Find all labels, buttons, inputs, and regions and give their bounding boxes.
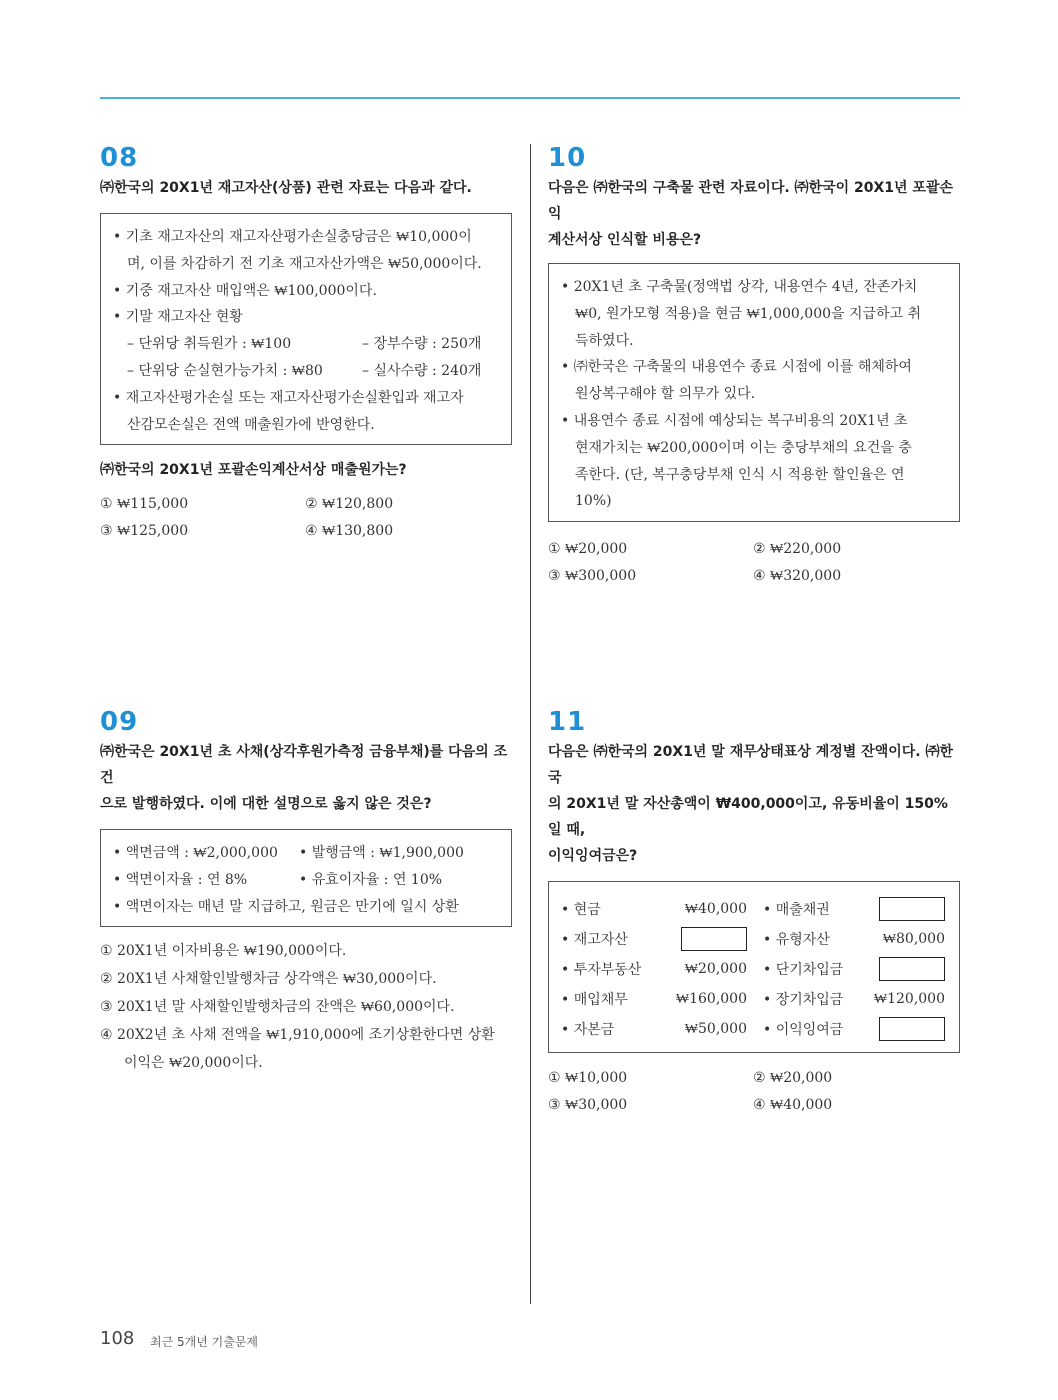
box-line: 10%) <box>575 493 612 510</box>
question-08 <box>100 143 512 545</box>
box-line: • 기말 재고자산 현황 <box>113 309 243 326</box>
account-label: • 매입채무 <box>561 992 628 1008</box>
box-sub-row <box>113 358 501 385</box>
table-row <box>561 984 945 1014</box>
question-number: 08 <box>100 143 139 173</box>
table-row <box>561 924 945 954</box>
account-label: • 매출채권 <box>763 902 830 918</box>
option-4[interactable]: ④ ₩40,000 <box>753 1097 833 1113</box>
options <box>548 1065 960 1119</box>
question-text <box>100 739 512 817</box>
question-number: 10 <box>548 143 587 173</box>
question-number: 11 <box>548 707 587 737</box>
box-line: • ㈜한국은 구축물의 내용연수 종료 시점에 이를 해체하여 <box>561 359 912 376</box>
top-rule <box>100 97 960 99</box>
account-value-blank <box>865 894 945 924</box>
option-4[interactable]: ④ ₩320,000 <box>753 568 842 585</box>
question-text: ㈜한국의 20X1년 재고자산(상품) 관련 자료는 다음과 같다. <box>100 180 472 196</box>
option-1[interactable]: ① ₩20,000 <box>548 541 628 558</box>
option-1[interactable]: ① ₩115,000 <box>100 496 189 513</box>
account-value-blank <box>865 1014 945 1044</box>
box-line: • 액면이자는 매년 말 지급하고, 원금은 만기에 일시 상환 <box>113 898 459 915</box>
account-label: • 이익잉여금 <box>763 1022 844 1038</box>
question-text-line: ㈜한국은 20X1년 초 사채(상각후원가측정 금융부채)를 다음의 조건 <box>100 744 508 786</box>
sub-question: ㈜한국의 20X1년 포괄손익계산서상 매출원가는? <box>100 462 407 479</box>
options <box>548 536 960 590</box>
box-line: • 내용연수 종료 시점에 예상되는 복구비용의 20X1년 초 <box>561 412 908 429</box>
account-value: ₩160,000 <box>675 990 747 1007</box>
box-line: • 재고자산평가손실 또는 재고자산평가손실환입과 재고자 <box>113 389 464 406</box>
box-line: ₩0, 원가모형 적용)을 현금 ₩1,000,000을 지급하고 취 <box>575 305 922 322</box>
column-divider <box>530 144 531 1304</box>
option-2[interactable]: ② ₩20,000 <box>753 1070 833 1086</box>
table-row <box>561 894 945 924</box>
option-2[interactable]: ② ₩220,000 <box>753 541 842 558</box>
box-row <box>113 840 501 867</box>
account-value: ₩80,000 <box>882 930 945 947</box>
box-sub-row <box>113 331 501 358</box>
question-text-line: 계산서상 인식할 비용은? <box>548 232 702 248</box>
box-item: • 발행금액 : ₩1,900,000 <box>299 845 464 861</box>
box-item: • 액면이자율 : 연 8% <box>113 871 248 888</box>
question-text-line: 으로 발행하였다. 이에 대한 설명으로 옳지 않은 것은? <box>100 796 432 812</box>
options <box>100 491 512 545</box>
account-value: ₩120,000 <box>873 990 945 1007</box>
box-item: • 유효이자율 : 연 10% <box>299 871 443 888</box>
options <box>100 937 512 1077</box>
page-number: 108 <box>100 1328 135 1349</box>
account-value-blank <box>671 924 747 954</box>
account-label: • 장기차입금 <box>763 992 844 1008</box>
option-3[interactable]: ③ ₩125,000 <box>100 523 189 540</box>
data-box <box>100 213 512 445</box>
blank-answer-box <box>879 1017 945 1041</box>
question-11 <box>548 707 960 1119</box>
account-value: ₩40,000 <box>684 900 747 917</box>
blank-answer-box <box>879 957 945 981</box>
box-line: 산감모손실은 전액 매출원가에 반영한다. <box>127 416 375 433</box>
option-2[interactable]: ② ₩120,800 <box>305 496 394 513</box>
option-4[interactable]: ④ ₩130,800 <box>305 523 394 540</box>
question-10 <box>548 143 960 590</box>
box-sub-item: – 단위당 순실현가능가치 : ₩80 <box>127 362 323 379</box>
table-row <box>561 1014 945 1044</box>
option-1[interactable]: ① ₩10,000 <box>548 1070 628 1086</box>
option-3[interactable]: ③ ₩30,000 <box>548 1097 628 1113</box>
box-line: • 기초 재고자산의 재고자산평가손실충당금은 ₩10,000이 <box>113 229 472 245</box>
account-label: • 현금 <box>561 902 601 918</box>
question-09 <box>100 707 512 1077</box>
box-sub-item: – 장부수량 : 250개 <box>362 336 482 353</box>
box-line: 며, 이를 차감하기 전 기초 재고자산가액은 ₩50,000이다. <box>127 255 482 272</box>
question-text <box>548 175 960 253</box>
box-line: 족한다. (단, 복구충당부채 인식 시 적용한 할인율은 연 <box>575 466 905 483</box>
box-line: • 20X1년 초 구축물(정액법 상각, 내용연수 4년, 잔존가치 <box>561 279 918 295</box>
account-label: • 재고자산 <box>561 932 628 948</box>
question-text-line: 다음은 ㈜한국의 20X1년 말 재무상태표상 계정별 잔액이다. ㈜한국 <box>548 744 953 786</box>
box-row <box>113 867 501 894</box>
question-text-line: 이익잉여금은? <box>548 848 638 864</box>
box-line: 원상복구해야 할 의무가 있다. <box>575 386 756 403</box>
account-label: • 유형자산 <box>763 932 830 948</box>
balance-box <box>548 881 960 1053</box>
question-number: 09 <box>100 707 139 737</box>
question-text-line: 의 20X1년 말 자산총액이 ₩400,000이고, 유동비율이 150%일 때, <box>548 796 948 838</box>
option-2[interactable]: ② 20X1년 사채할인발행차금 상각액은 ₩30,000이다. <box>100 971 437 988</box>
box-line: 득하였다. <box>575 332 634 349</box>
box-item: • 액면금액 : ₩2,000,000 <box>113 845 278 861</box>
account-value: ₩50,000 <box>684 1020 747 1037</box>
account-label: • 단기차입금 <box>763 962 844 978</box>
box-line: 현재가치는 ₩200,000이며 이는 충당부채의 요건을 충 <box>575 439 912 456</box>
blank-answer-box <box>681 927 747 951</box>
option-4-continued: 이익은 ₩20,000이다. <box>124 1055 263 1072</box>
account-label: • 자본금 <box>561 1022 615 1038</box>
account-value-blank <box>865 954 945 984</box>
account-value: ₩20,000 <box>684 960 747 977</box>
table-row <box>561 954 945 984</box>
option-1[interactable]: ① 20X1년 이자비용은 ₩190,000이다. <box>100 943 347 960</box>
balance-table <box>561 894 945 1044</box>
account-label: • 투자부동산 <box>561 962 642 978</box>
blank-answer-box <box>879 897 945 921</box>
option-3[interactable]: ③ 20X1년 말 사채할인발행차금의 잔액은 ₩60,000이다. <box>100 999 455 1016</box>
question-text <box>548 739 960 869</box>
footer-title: 최근 5개년 기출문제 <box>150 1335 259 1349</box>
option-3[interactable]: ③ ₩300,000 <box>548 568 637 585</box>
data-box <box>548 263 960 522</box>
option-4[interactable]: ④ 20X2년 초 사채 전액을 ₩1,910,000에 조기상환한다면 상환 <box>100 1027 495 1044</box>
box-sub-item: – 실사수량 : 240개 <box>362 362 482 379</box>
data-box <box>100 829 512 927</box>
box-line: • 기중 재고자산 매입액은 ₩100,000이다. <box>113 282 377 299</box>
question-text-line: 다음은 ㈜한국의 구축물 관련 자료이다. ㈜한국이 20X1년 포괄손익 <box>548 180 953 222</box>
box-sub-item: – 단위당 취득원가 : ₩100 <box>127 336 292 353</box>
